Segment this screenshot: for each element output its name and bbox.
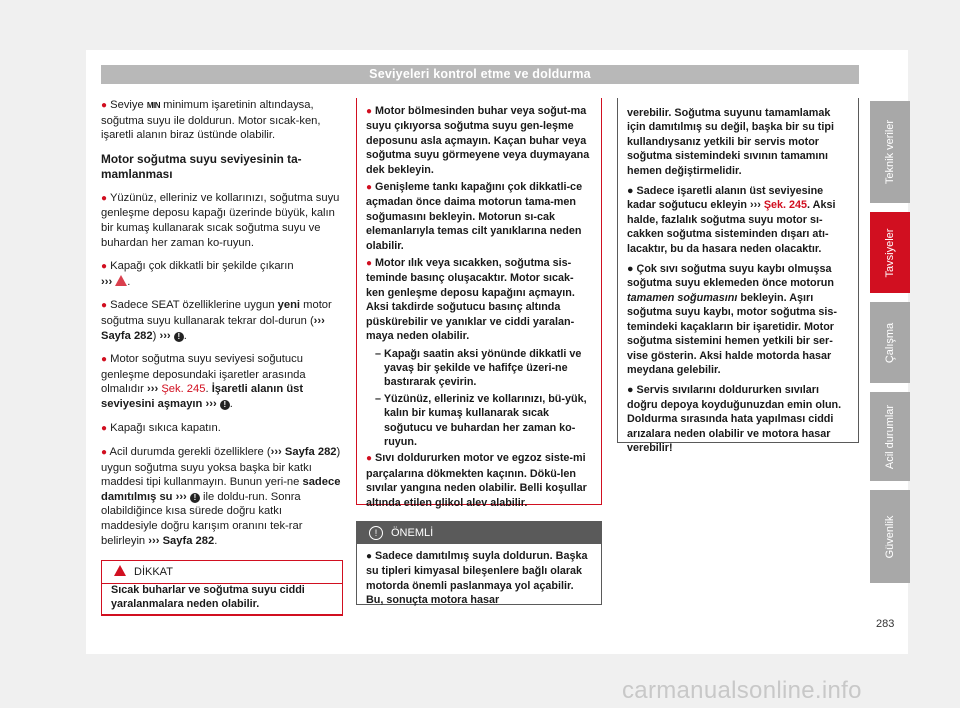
list-item: ● Sadece işaretli alanın üst seviyesine kadar soğutucu ekleyin ››› Şek. 245. Aksi halde, fazlalık soğutma suyu motor sı-cakken soğutma sisteminden dışarı atı-lacaktır, bu da hasara neden olacaktır. — [627, 185, 836, 255]
list-item: ● Çok sıvı soğutma suyu kaybı olmuşsa soğutma suyu eklemeden önce motorun tamamen soğumasını bekleyin. Aşırı soğutma suyu kaybı, motor soğutma sis-temindeki kaçakların bir işaretidir. Motor soğutma sistemini hemen yetkili bir ser-vise gösterin. Aksi halde motorda hasar meydana gelebilir. — [627, 263, 837, 376]
page-link[interactable]: Sayfa 282 — [101, 329, 153, 342]
tab-calisma[interactable]: Çalışma — [870, 302, 910, 383]
bullet-icon: ● — [101, 100, 108, 111]
page-number: 283 — [876, 618, 895, 630]
figure-link[interactable]: Şek. 245 — [763, 199, 808, 212]
info-circle-icon: ! — [369, 526, 383, 540]
bullet-icon: ● — [101, 261, 108, 273]
note-box: ! ÖNEMLİ ● Sadece damıtılmış suyla doldurun. Başka su tipleri kimyasal bileşenlere bağlı olarak motorda önemli paslanmaya yol açabilir. Bu, sonuçta motora hasar — [356, 521, 602, 605]
list-item: ● Sadece SEAT özelliklerine uygun yeni motor soğutma suyu kullanarak tekrar dol-durun (››› Sayfa 282) ››› ! . — [101, 299, 332, 342]
list-item: ● Genişleme tankı kapağını çok dikkatli-ce açmadan önce daima motorun tama-men soğumasını bekleyin. Motorun sı-cak elemanlarıyla temas cilt yanıklarına neden olabilir. — [366, 181, 583, 252]
section-subheading: Motor soğutma suyu seviyesinin ta-mamlanması — [101, 151, 302, 181]
dash-item: – Yüzünüz, elleriniz ve kollarınızı, bü-yük, kalın bir kumaş kullanarak sıcak soğutucu ve buhardan her zaman ko-ruyun. — [375, 392, 587, 448]
list-item: ● Motor bölmesinden buhar veya soğut-ma suyu çıkıyorsa soğutma suyu gen-leşme deposunu asla açmayın. Kaçan buhar veya soğutma suyu görmeyene veya duymayana dek bekleyin. — [366, 105, 590, 176]
info-mark-icon[interactable]: ! — [190, 493, 200, 503]
info-mark-icon[interactable]: ! — [174, 332, 184, 342]
list-item: ● Kapağı çok dikkatli bir şekilde çıkarın ››› . — [101, 260, 294, 288]
list-item: ● Motor soğutma suyu seviyesi soğutucu genleşme deposundaki işaretler arasında olmalıdır ››› Şek. 245. İşaretli alanın üst seviyesini aşmayın ››› ! . — [101, 353, 306, 410]
watermark: carmanualsonline.info — [622, 677, 862, 704]
warning-continued-box — [356, 98, 602, 509]
tab-guvenlik[interactable]: Güvenlik — [870, 490, 910, 583]
page-title: Seviyeleri kontrol etme ve doldurma — [101, 65, 859, 84]
paragraph-level: ● Seviye MIN minimum işaretinin altındaysa, soğutma suyu ile doldurun. Motor sıcak-ken, işaretli alanın biraz üstünde olabilir. — [101, 99, 321, 142]
bullet-icon: ● — [101, 447, 108, 459]
list-item: ● Motor ılık veya sıcakken, soğutma sis-teminde basınç oluşacaktır. Motor sıcak-ken genleşme deposu kapağını açmayın. Aksi takdirde soğutucu basınç altında püskürebilir ve yanıklar ve ciddi yaralan-maya neden olabilir. — [366, 257, 575, 343]
tab-teknik-veriler[interactable]: Teknik veriler — [870, 101, 910, 203]
bullet-icon: ● — [101, 422, 108, 434]
page-link[interactable]: Sayfa 282 — [162, 534, 215, 547]
bullet-icon: ● — [101, 354, 108, 366]
bullet-icon: ● — [101, 192, 108, 204]
dash-item: – Kapağı saatin aksi yönünde dikkatli ve yavaş bir şekilde ve hafifçe üzeri-ne bastırarak çevirin. — [375, 347, 582, 389]
list-item: ● Acil durumda gerekli özelliklere (››› Sayfa 282) uygun soğutma suyu yoksa başka bir katkı maddesi tipi kullanmayın. Bunun yeri-ne sadece damıtılmış su ››› ! ile doldu-run. Sonra olabildiğince kısa sürede doğru katkı maddesiyle doğru karışım oranını tek-rar belirleyin ››› Sayfa 282. — [101, 446, 341, 547]
info-mark-icon[interactable]: ! — [220, 400, 230, 410]
figure-link[interactable]: Şek. 245 — [161, 383, 206, 396]
left-column — [101, 98, 341, 557]
list-item: ● Yüzünüz, elleriniz ve kollarınızı, soğutma suyu genleşme deposu kapağı üzerinde büyük, kalın bir kumaş kullanarak sıcak soğutma suyu ve buhardan her zaman ko-ruyun. — [101, 191, 340, 249]
link-arrows[interactable]: ››› — [101, 275, 113, 288]
list-item: ● Sıvı doldururken motor ve egzoz siste-mi parçalarına dökmekten kaçının. Dökü-len sıvılar yangına neden olabilir. Belli koşullar altında etilen glikol alev alabilir. — [366, 452, 587, 509]
note-continued-box: verebilir. Soğutma suyunu tamamlamak için damıtılmış su değil, başka bir su tipi kullandıysanız yetkili bir servis motor soğutma sistemindeki sıvının tamamını hemen değiştirmelidir. ● Sadece işaretli alanın üst seviyesine kadar soğutucu ekleyin ››› Şek. 245. Aksi halde, fazlalık soğutma suyu motor sı-cakken soğutma sisteminden dışarı atı-lacaktır, bu da hasara neden olacaktır. ● Çok sıvı soğutma suyu kaybı olmuşsa soğutma suyu eklemeden önce motorun tamamen soğumasını bekleyin. Aşırı soğutma suyu kaybı, motor soğutma sis-temindeki kaçakların bir işaretidir. Motor soğutma sistemini hemen yetkili bir ser-vise gösterin. Aksi halde motorda hasar meydana gelebilir. ● Servis sıvılarını doldururken sıvıları doğru depoya koyduğunuzdan emin olun. Doldurma sırasında hata yapılması ciddi arızalara neden olabilir ve motora hasar verebilir! — [617, 98, 859, 443]
warning-triangle-icon[interactable] — [115, 275, 127, 286]
page-link[interactable]: Sayfa 282 — [284, 446, 337, 459]
list-item: ● Servis sıvılarını doldururken sıvıları doğru depoya koyduğunuzdan emin olun. Doldurma sırasında hata yapılması ciddi arızalara neden olabilir ve motora hasar verebilir! — [627, 384, 842, 454]
link-arrows[interactable]: ››› — [313, 314, 325, 327]
link-arrows[interactable]: ››› — [270, 446, 282, 459]
tab-tavsiyeler[interactable]: Tavsiyeler — [870, 212, 910, 293]
warning-box: DİKKAT — [101, 560, 343, 616]
warning-triangle-icon — [114, 565, 126, 576]
link-arrows[interactable]: ››› — [147, 383, 159, 396]
min-mark-icon: MIN — [146, 101, 161, 110]
warning-box-body: Sıcak buharlar ve soğutma suyu ciddi yaralanmalara neden olabilir. — [101, 583, 343, 615]
list-item: ● Kapağı sıkıca kapatın. — [101, 421, 221, 434]
bullet-icon: ● — [101, 300, 108, 312]
tab-acil-durumlar[interactable]: Acil durumlar — [870, 392, 910, 481]
